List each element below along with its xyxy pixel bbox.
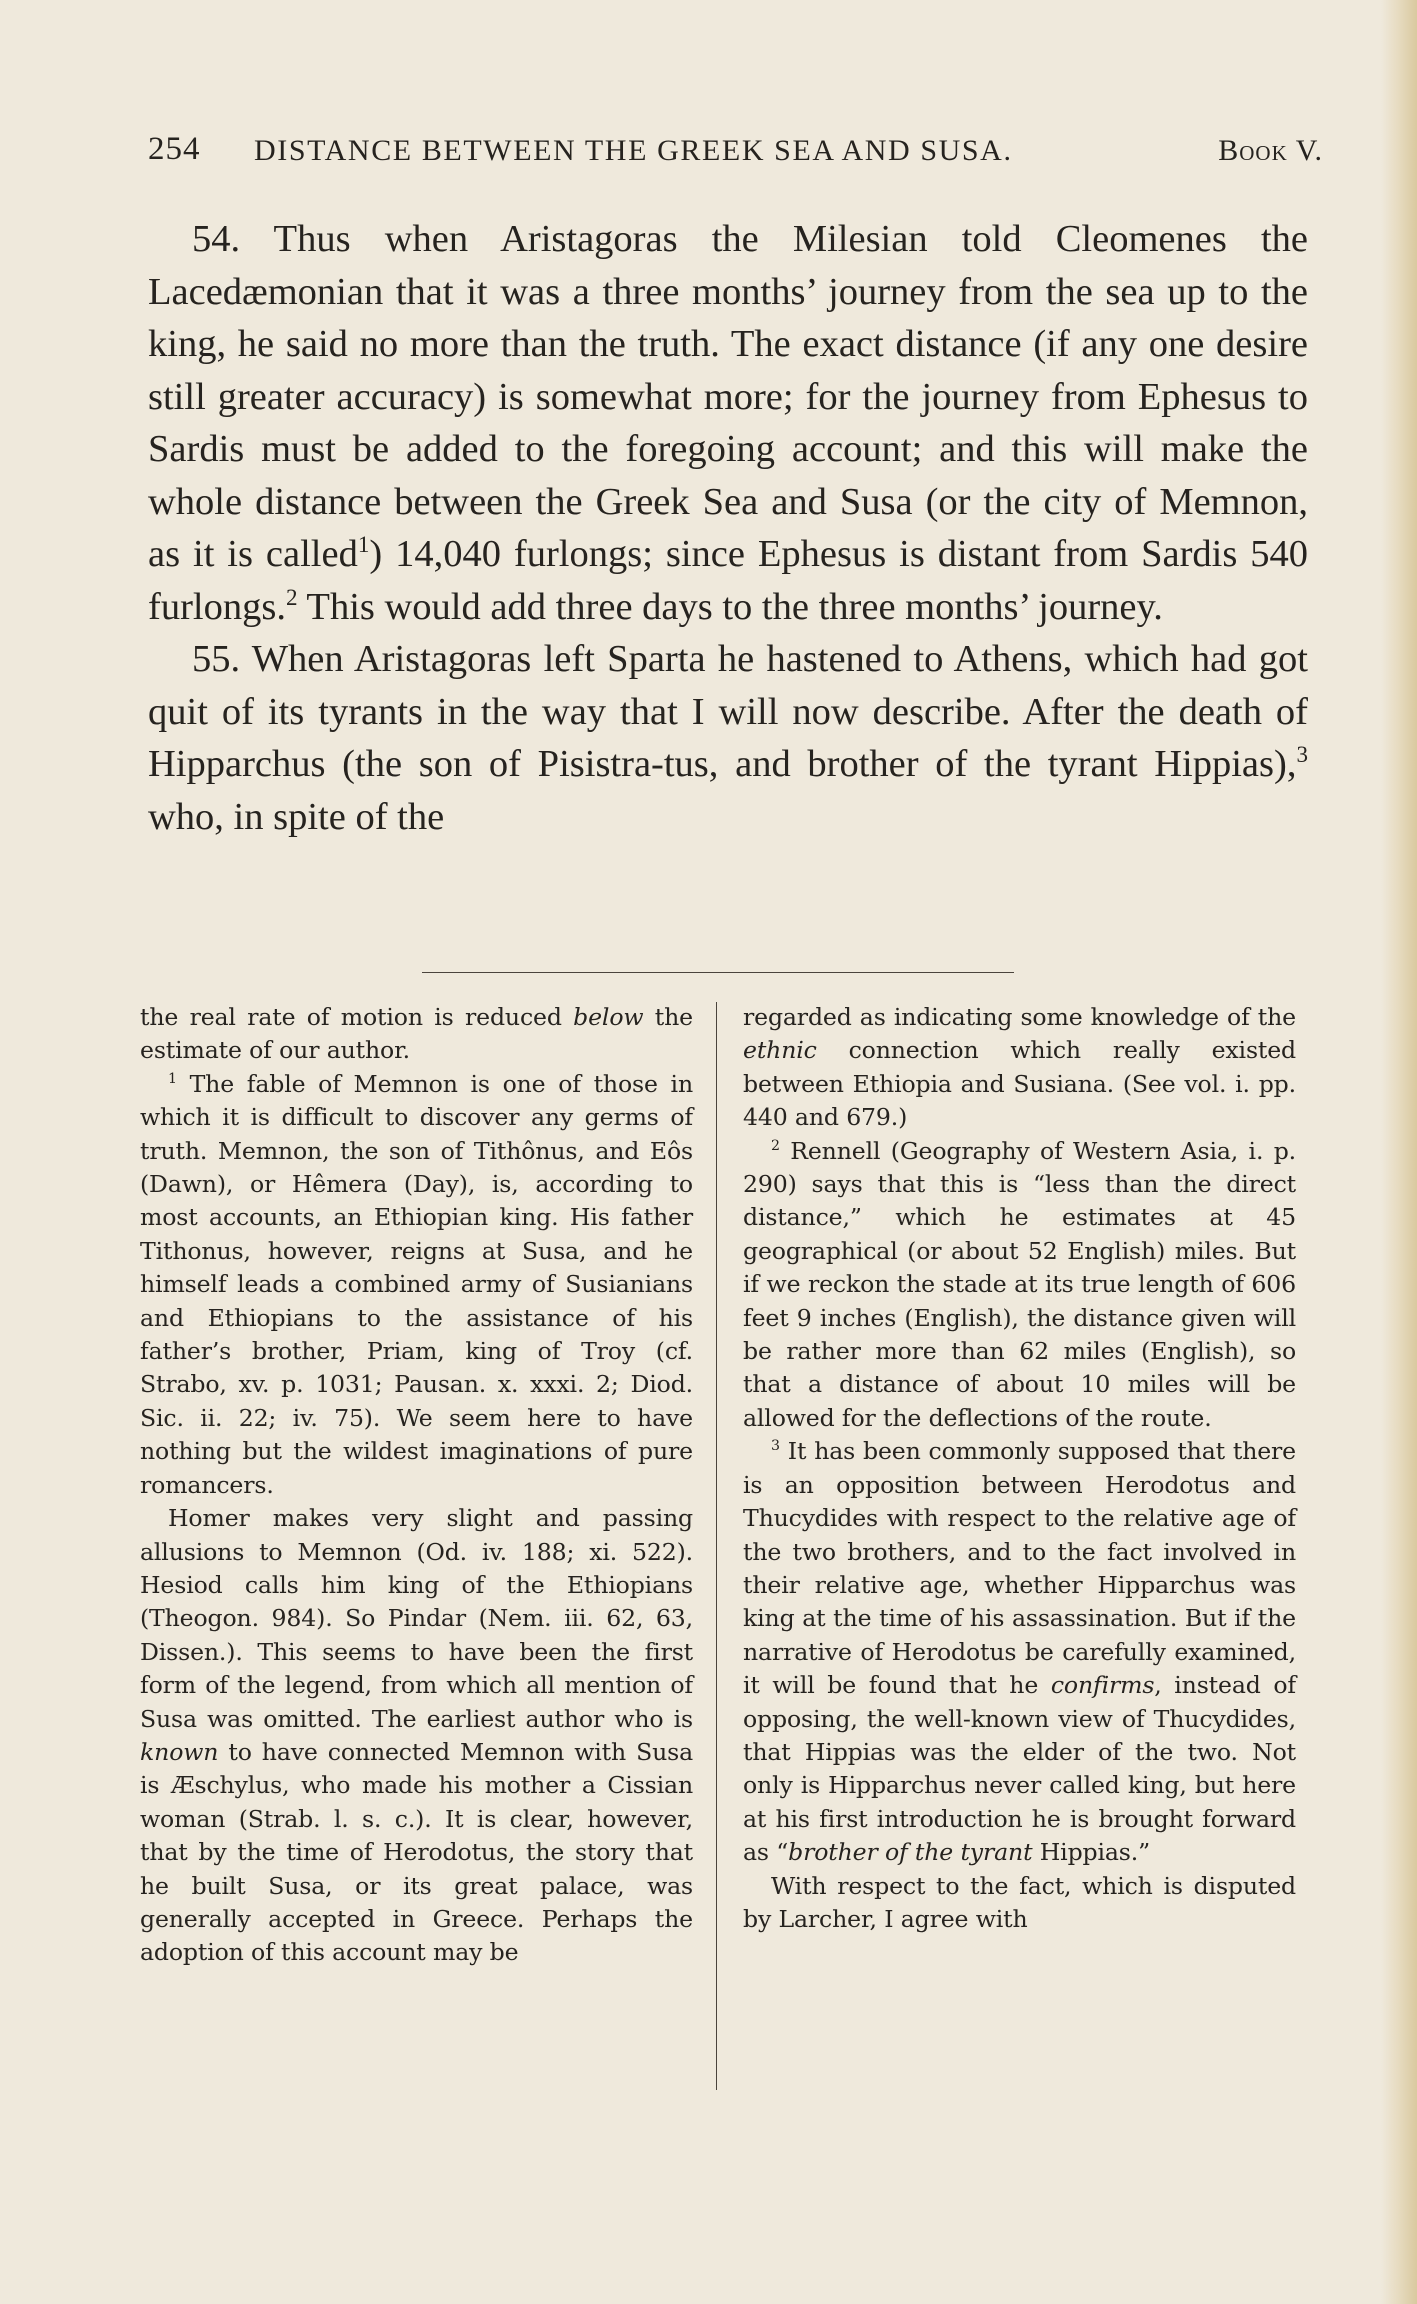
paragraph-54 <box>148 213 1308 633</box>
para55-text-b: who, in spite of the <box>148 795 445 838</box>
footnote-continuation-left <box>140 1001 693 1068</box>
italic-run: known <box>140 1737 219 1766</box>
footnote-ref-2: 2 <box>285 583 298 610</box>
footnote-ref-1: 1 <box>357 531 370 558</box>
page-number: 254 <box>148 131 201 167</box>
text-run: the estimate of our author. <box>140 1003 693 1065</box>
text-run: regarded as indicating some knowledge of the <box>743 1003 1296 1031</box>
footnote-separator <box>422 972 1014 973</box>
book-label: Book V. <box>1218 134 1323 167</box>
text-run: With respect to the fact, which is disputed by Larcher, I agree with <box>743 1871 1296 1933</box>
text-run: the real rate of motion is reduced <box>140 1003 574 1031</box>
running-title: DISTANCE BETWEEN THE GREEK SEA AND SUSA. <box>254 134 1013 167</box>
footnote-marker: 2 <box>771 1137 780 1154</box>
para54-text-a: 54. Thus when Aristagoras the Milesian told Cleomenes the Lacedæmonian that it was a three months’ journey from the sea up to the king, he said no more than the truth. The exact distance (if any one desire still greater accuracy) is somewhat more; for the journey from Ephesus to Sardis must be added to the foregoing account; and this will make the whole distance between the Greek Sea and Susa (or the city of Memnon, as it is called <box>148 218 1308 575</box>
footnote-3 <box>743 1435 1296 1869</box>
text-run: to have connected Memnon with Susa is Æschylus, who made his mother a Cissian woman (Strab. l. s. c.). It is clear, however, that by the time of Herodotus, the story that he built Susa, or its great palace, was generally accepted in Greece. Perhaps the adoption of this account may be <box>140 1737 693 1967</box>
italic-run: below <box>573 1003 644 1031</box>
text-run: Homer makes very slight and passing allusions to Memnon (Od. iv. 188; xi. 522). Hesiod calls him king of the Ethiopians (Theogon. 984). So Pindar (Nem. iii. 62, 63, Dissen.). This seems to have been the first form of the legend, from which all mention of Susa was omitted. The earliest author who is <box>140 1504 693 1733</box>
italic-run: brother of the tyrant <box>788 1838 1033 1867</box>
text-run: , instead of opposing, the well-known view of Thucydides, that Hippias was the elder of the two. Not only is Hipparchus never called king, but here at his first introduction he is brought forward as “ <box>743 1671 1296 1867</box>
footnotes-left-column <box>140 1001 693 1970</box>
text-run: Rennell (Geography of Western Asia, i. p. 290) says that this is “less than the direct distance,” which he estimates at 45 geographical (or about 52 English) miles. But if we reckon the stade at its true length of 606 feet 9 inches (English), the distance given will be rather more than 62 miles (English), so that a distance of about 10 miles will be allowed for the deflections of the route. <box>743 1136 1296 1432</box>
main-text <box>148 213 1308 843</box>
footnote-1 <box>140 1068 693 1502</box>
para55-text-a: 55. When Aristagoras left Sparta he hastened to Athens, which had got quit of its tyrants in the way that I will now describe. After the death of Hipparchus (the son of Pisistra-tus, and brother of the tyrant Hippias), <box>148 638 1308 785</box>
italic-run: confirms <box>1050 1671 1155 1700</box>
footnote-ref-3: 3 <box>1296 741 1308 768</box>
page-edge-shadow <box>1381 0 1417 2304</box>
text-run: Hippias.” <box>1032 1838 1151 1867</box>
para54-text-b: ) 14,040 furlongs; since Ephesus is distant from Sardis 540 furlongs. <box>148 533 1308 628</box>
text-run: The fable of Memnon is one of those in which it is difficult to discover any germs of truth. Memnon, the son of Tithônus, and Eôs (Dawn), or Hêmera (Day), is, according to most accounts, an Ethiopian king. His father Tithonus, however, reigns at Susa, and he himself leads a combined army of Susianians and Ethiopians to the assistance of his father’s brother, Priam, king of Troy (cf. Strabo, xv. p. 1031; Pausan. x. xxxi. 2; Diod. Sic. ii. 22; iv. 75). We seem here to have nothing but the wildest imaginations of pure romancers. <box>140 1069 693 1499</box>
footnote-marker: 1 <box>168 1070 177 1087</box>
footnote-2 <box>743 1135 1296 1436</box>
footnote-3-continued <box>743 1870 1296 1937</box>
running-header <box>148 131 1323 171</box>
footnote-marker: 3 <box>771 1438 780 1455</box>
paragraph-55 <box>148 633 1308 843</box>
footnote-continuation-right <box>743 1001 1296 1135</box>
para54-text-c: This would add three days to the three months’ journey. <box>297 585 1163 628</box>
footnote-1-homer <box>140 1502 693 1970</box>
italic-run: ethnic <box>743 1036 817 1065</box>
footnotes-right-column <box>743 1001 1296 1936</box>
text-run: It has been commonly supposed that there is an opposition between Herodotus and Thucydides with respect to the relative age of the two brothers, and to the fact involved in their relative age, whether Hipparchus was king at the time of his assassination. But if the narrative of Herodotus be carefully examined, it will be found that he <box>743 1437 1296 1700</box>
text-run: connection which really existed between Ethiopia and Susiana. (See vol. i. pp. 440 and 679.) <box>743 1036 1296 1132</box>
column-divider <box>716 1002 717 2090</box>
